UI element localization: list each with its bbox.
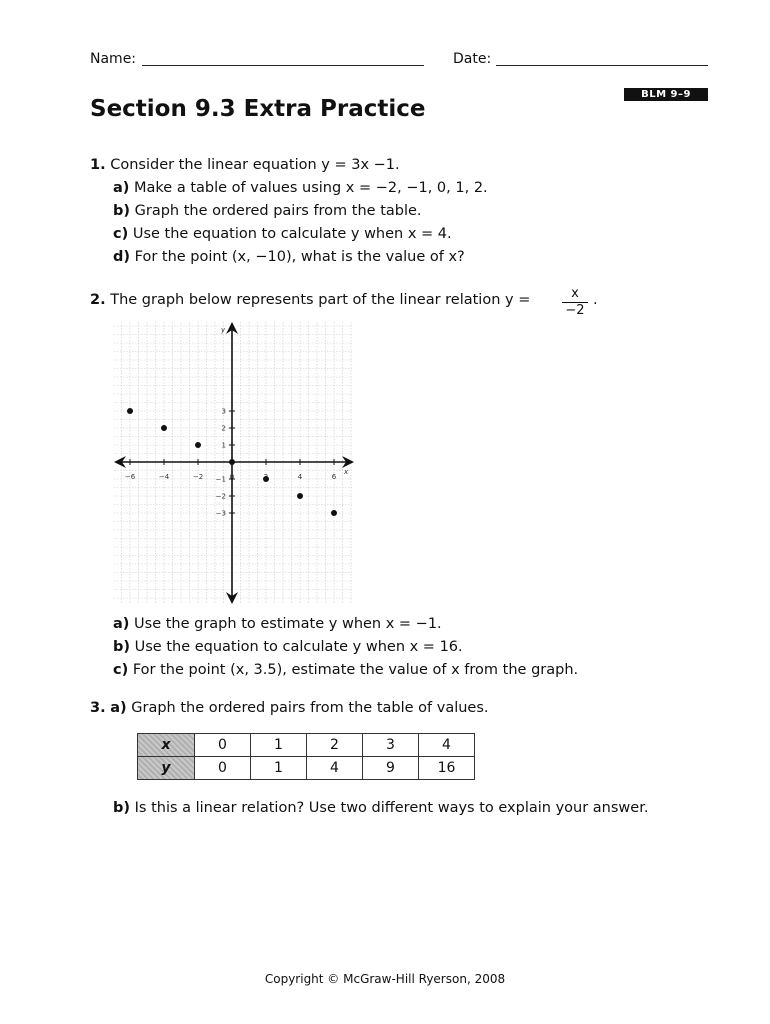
q1-b-label: b): [113, 203, 131, 219]
q2-stem: [90, 292, 530, 308]
q2-a-label: a): [113, 616, 130, 632]
q2-b-label: b): [113, 639, 131, 655]
q2-part-c: [113, 662, 578, 678]
x-tick-label: 0: [229, 473, 235, 481]
q3-part-a: [90, 700, 489, 716]
q3-b-label: b): [113, 800, 131, 816]
q1-part-d: [113, 249, 465, 265]
q1-c-label: c): [113, 226, 129, 242]
q2-b-text: Use the equation to calculate y when x = 16.: [134, 639, 463, 655]
y-tick-label: 3: [221, 407, 226, 416]
data-point: [331, 510, 337, 516]
y-axis-label: y: [221, 326, 226, 334]
x-tick-label: −6: [124, 473, 136, 481]
data-point: [263, 476, 269, 482]
table-cell: 3: [363, 734, 419, 757]
table-cell: 4: [419, 734, 475, 757]
q3-b-text: Is this a linear relation? Use two different ways to explain your answer.: [134, 800, 649, 816]
y-tick-label: 1: [221, 441, 226, 450]
data-point: [127, 408, 133, 414]
q2-c-label: c): [113, 662, 129, 678]
q3-values-table: [137, 733, 475, 780]
q1-c-text: Use the equation to calculate y when x = 4.: [132, 226, 452, 242]
q2-text: The graph below represents part of the linear relation y =: [110, 292, 531, 308]
table-cell: 0: [195, 757, 251, 780]
copyright-footer: Copyright © McGraw-Hill Ryerson, 2008: [264, 972, 506, 986]
y-tick-label: −3: [215, 509, 226, 518]
q1-b-text: Graph the ordered pairs from the table.: [134, 203, 422, 219]
q2-c-text: For the point (x, 3.5), estimate the value of x from the graph.: [132, 662, 579, 678]
q2-part-b: [113, 639, 463, 655]
data-point: [195, 442, 201, 448]
q3-number: 3.: [90, 700, 106, 716]
q3-a-text: Graph the ordered pairs from the table of values.: [131, 700, 489, 716]
table-cell: 0: [195, 734, 251, 757]
q1-a-label: a): [113, 180, 130, 196]
name-label: Name:: [90, 51, 137, 67]
table-header-x: x: [138, 734, 195, 757]
q2-a-text: Use the graph to estimate y when x = −1.: [134, 616, 442, 632]
x-tick-label: 4: [297, 473, 303, 481]
q1-part-b: [113, 203, 422, 219]
q1-number: 1.: [90, 157, 106, 173]
x-tick-label: −2: [192, 473, 204, 481]
q1-stem: [90, 157, 400, 173]
q2-period: .: [593, 292, 598, 308]
q1-part-c: [113, 226, 452, 242]
q2-graph: [112, 320, 356, 608]
table-row-x: [138, 734, 475, 757]
q3-part-b: [113, 800, 648, 816]
y-tick-label: −1: [215, 475, 226, 484]
q2-frac-denominator: −2: [565, 303, 585, 318]
data-point: [161, 425, 167, 431]
table-row-y: [138, 757, 475, 780]
page-title: Section 9.3 Extra Practice: [90, 96, 426, 122]
table-cell: 16: [419, 757, 475, 780]
q2-frac-numerator: x: [571, 286, 579, 301]
table-cell: 4: [307, 757, 363, 780]
table-cell: 2: [307, 734, 363, 757]
date-line[interactable]: [496, 65, 708, 66]
y-tick-label: −2: [215, 492, 226, 501]
q1-d-label: d): [113, 249, 131, 265]
name-line[interactable]: [142, 65, 424, 66]
data-point: [297, 493, 303, 499]
q2-number: 2.: [90, 292, 106, 308]
q2-part-a: [113, 616, 442, 632]
q1-part-a: [113, 180, 488, 196]
blm-badge: BLM 9–9: [624, 88, 708, 101]
table-header-y: y: [138, 757, 195, 780]
x-axis-label: x: [344, 468, 349, 476]
q3-a-label: a): [110, 700, 127, 716]
date-label: Date:: [453, 51, 492, 67]
x-tick-label: −4: [158, 473, 170, 481]
y-tick-label: 2: [221, 424, 226, 433]
q1-a-text: Make a table of values using x = −2, −1, 0, 1, 2.: [134, 180, 488, 196]
table-cell: 1: [251, 734, 307, 757]
data-point: [229, 459, 235, 465]
table-cell: 9: [363, 757, 419, 780]
q1-text: Consider the linear equation y = 3x −1.: [110, 157, 400, 173]
q1-d-text: For the point (x, −10), what is the value of x?: [134, 249, 465, 265]
table-cell: 1: [251, 757, 307, 780]
x-tick-label: 6: [331, 473, 337, 481]
